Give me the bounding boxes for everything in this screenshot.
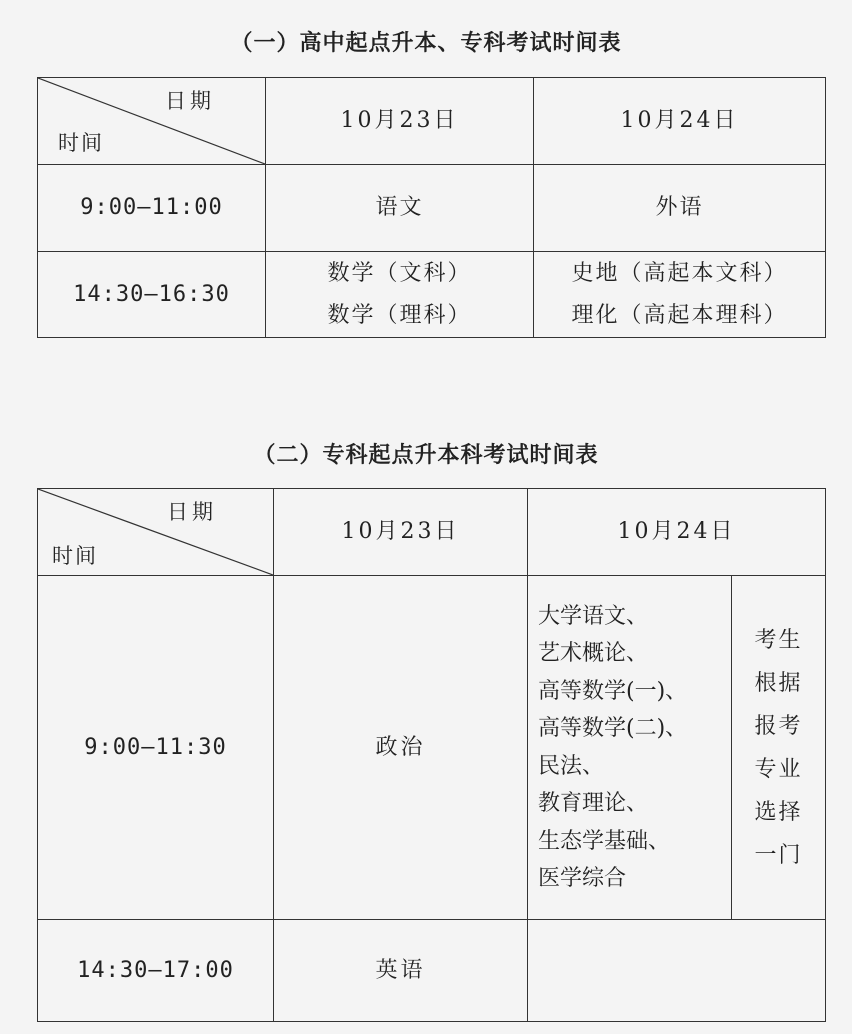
- subject-cell: [534, 165, 826, 252]
- note-line: 根据: [754, 670, 803, 696]
- list-item: 高等数学(一)、: [538, 678, 688, 704]
- time-slot-cell: 14:30—17:00: [38, 920, 274, 1022]
- date-column-header: 10月23日: [266, 78, 534, 165]
- date-header-label: 日期: [165, 89, 215, 113]
- subject-text: 史地（高起本文科）: [571, 260, 788, 286]
- subject-text: 理化（高起本理科）: [571, 302, 788, 328]
- subject-text: 语文: [375, 195, 424, 220]
- list-item: 医学综合: [538, 866, 627, 891]
- elective-subjects-cell: [528, 576, 732, 920]
- time-header-label: 时间: [58, 131, 104, 155]
- exam-schedule-table-1: [37, 77, 826, 338]
- table1-title: （一）高中起点升本、专科考试时间表: [230, 30, 622, 56]
- note-line: 选择: [754, 799, 803, 825]
- subject-text: 数学（文科）: [327, 260, 472, 286]
- list-item: 大学语文、: [538, 603, 649, 629]
- time-header-label: 时间: [52, 544, 98, 568]
- empty-subject-cell: [528, 920, 826, 1022]
- time-slot-cell: 9:00—11:30: [38, 576, 274, 920]
- subject-cell: [266, 165, 534, 252]
- diagonal-header-cell: [38, 78, 266, 165]
- subject-cell: [266, 252, 534, 338]
- date-column-header: 10月23日: [274, 489, 528, 576]
- selection-note-cell: [732, 576, 826, 920]
- note-line: 报考: [754, 713, 803, 739]
- table-row: [38, 920, 826, 1022]
- table-row: [38, 165, 826, 252]
- time-slot-cell: 9:00—11:00: [38, 165, 266, 252]
- date-column-header: 10月24日: [528, 489, 826, 576]
- date-column-header: 10月24日: [534, 78, 826, 165]
- subject-cell: 政治: [274, 576, 528, 920]
- table2-title: （二）专科起点升本科考试时间表: [253, 442, 599, 468]
- subject-text: 外语: [655, 195, 704, 220]
- list-item: 民法、: [538, 753, 605, 779]
- time-slot-cell: 14:30—16:30: [38, 252, 266, 338]
- list-item: 艺术概论、: [538, 641, 649, 666]
- subject-cell: [534, 252, 826, 338]
- subject-text: 数学（理科）: [327, 302, 472, 328]
- note-line: 考生: [754, 627, 803, 653]
- subject-cell: 英语: [274, 920, 528, 1022]
- list-item: 生态学基础、: [538, 828, 671, 854]
- exam-schedule-table-2: [37, 488, 826, 1022]
- note-line: 专业: [754, 756, 803, 782]
- table-row: [38, 252, 826, 338]
- list-item: 教育理论、: [538, 791, 649, 816]
- table-row: [38, 576, 826, 920]
- date-header-label: 日期: [167, 500, 217, 524]
- list-item: 高等数学(二)、: [538, 716, 688, 741]
- note-line: 一门: [754, 842, 803, 868]
- diagonal-header-cell: [38, 489, 274, 576]
